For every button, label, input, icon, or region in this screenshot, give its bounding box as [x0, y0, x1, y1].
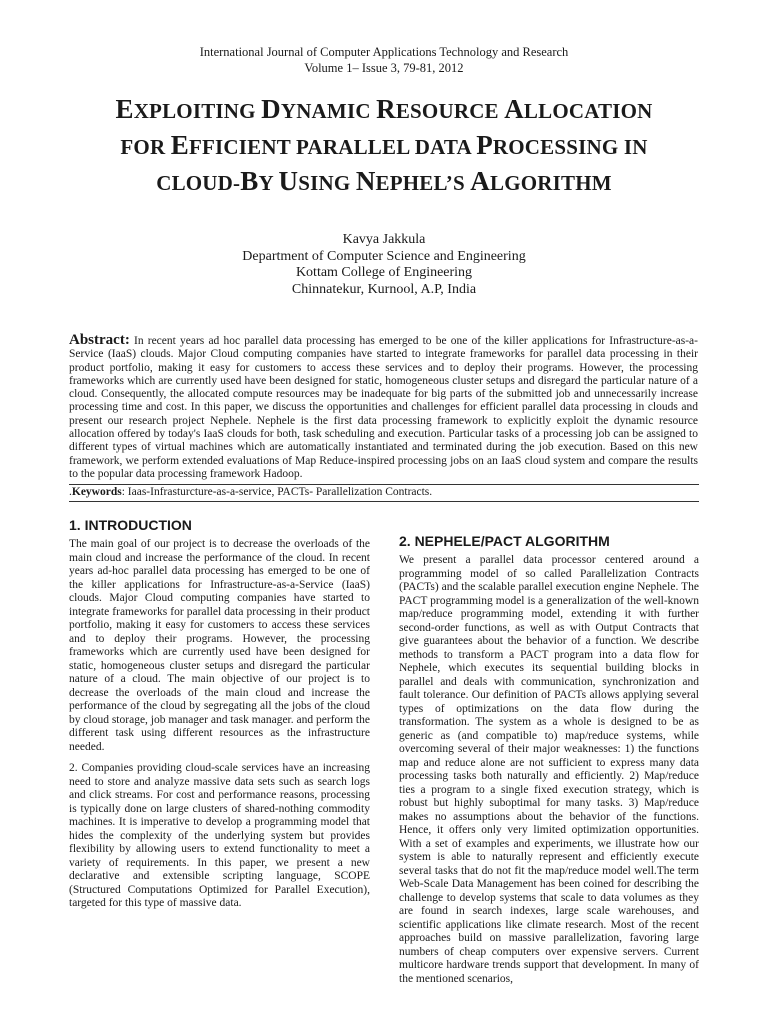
- author-college: Kottam College of Engineering: [295, 265, 473, 280]
- abstract-label: Abstract:: [69, 332, 130, 348]
- title-line-1: EXPLOITING DYNAMIC RESOURCE ALLOCATION: [115, 94, 653, 124]
- keywords-label: Keywords: [71, 486, 122, 498]
- title-line-2: FOR EFFICIENT PARALLEL DATA PROCESSING IN: [120, 130, 648, 160]
- keywords-text: : Iaas-Infrasturcture-as-a-service, PACTs- Parallelization Contracts.: [121, 486, 433, 498]
- journal-name: International Journal of Computer Applications Technology and Research: [199, 45, 569, 59]
- right-column: [399, 532, 699, 994]
- section-1-heading: 1. INTRODUCTION: [69, 517, 192, 533]
- author-address: Chinnatekur, Kurnool, A.P, India: [291, 281, 477, 297]
- keywords: .Keywords: Iaas-Infrasturcture-as-a-service, PACTs- Parallelization Contracts.: [69, 486, 433, 498]
- title-line-3: CLOUD-BY USING NEPHEL’S ALGORITHM: [156, 166, 612, 196]
- paper-title: [60, 92, 708, 200]
- author-department: Department of Computer Science and Engineering: [242, 248, 526, 264]
- left-column: [69, 516, 370, 919]
- author-block: [0, 232, 768, 298]
- journal-volume: Volume 1– Issue 3, 79-81, 2012: [304, 61, 464, 75]
- journal-header: [0, 44, 768, 76]
- abstract: [69, 334, 698, 481]
- section-2-heading: 2. NEPHELE/PACT ALGORITHM: [399, 533, 610, 549]
- keywords-rule-bottom: [69, 501, 699, 502]
- section-2-paragraph-1: We present a parallel data processor centered around a programming model of so called Parallelization Contracts (PACTs) and the scalable parallel execution engine Nephele. The PACT programming model is a generalization of the well-known map/reduce programming model, extending it with further second-order functions, as well as with Output Contracts that give guarantees about the behavior of a function. We describe methods to transform a PACT program into a data flow for Nephele, which executes its sequential building blocks in parallel and deals with communication, synchronization and fault tolerance. Our definition of PACTs allows applying several types of optimizations on the data flow during the transformation. The system as a whole is designed to be as generic as (and compatible to) map/reduce systems, while overcoming several of their major weaknesses: 1) the functions map and reduce alone are not sufficient to express many data processing tasks both naturally and efficiently. 2) Map/reduce ties a program to a single fixed execution strategy, which is robust but highly suboptimal for many tasks. 3) Map/reduce makes no assumptions about the behavior of the functions. Hence, it offers only very limited optimization opportunities. With a set of examples and experiments, we illustrate how our system is able to naturally represent and efficiently execute several tasks that do not fit the map/reduce model well.The term Web-Scale Data Management has been coined for describing the challenge to develop systems that scale to data volumes as they are found in search indexes, large scale warehouses, and scientific applications like climate research. Most of the recent approaches build on massive parallelization, favoring large numbers of cheap computers over expensive servers. Current multicore hardware trends support that development. In many of the mentioned scenarios,: [399, 554, 699, 985]
- abstract-text: In recent years ad hoc parallel data processing has emerged to be one of the killer applications for Infrastructure-as-a-Service (IaaS) clouds. Major Cloud computing companies have started to integrate frameworks for parallel data processing in their product portfolio, making it easy for customers to access these services and to deploy their programs. However, the processing frameworks which are currently used have been designed for static, homogeneous cluster setups and disregard the particular nature of a cloud. Consequently, the allocated compute resources may be inadequate for big parts of the submitted job and unnecessarily increase processing time and cost. In this paper, we discuss the opportunities and challenges for efficient parallel data processing in clouds and present our research project Nephele. Nephele is the first data processing framework to explicitly exploit the dynamic resource allocation offered by today's IaaS clouds for both, task scheduling and execution. Particular tasks of a processing job can be assigned to different types of virtual machines which are automatically instantiated and terminated during the job execution. Based on this new framework, we perform extended evaluations of Map Reduce-inspired processing jobs on an IaaS cloud system and compare the results to the popular data processing framework Hadoop.: [69, 335, 698, 480]
- section-1-paragraph-2: 2. Companies providing cloud-scale services have an increasing need to store and analyze massive data sets such as search logs and click streams. For cost and performance reasons, processing is typically done on large clusters of shared-nothing commodity machines. It is imperative to develop a programming model that hides the complexity of the underlying system but provides flexibility by allowing users to extend functionality to meet a variety of requirements. In this paper, we present a new declarative and extensible scripting language, SCOPE (Structured Computations Optimized for Parallel Execution), targeted for this type of massive data.: [69, 762, 370, 909]
- author-name: Kavya Jakkula: [342, 232, 426, 247]
- section-1-paragraph-1: The main goal of our project is to decrease the overloads of the main cloud and increase the performance of the cloud. In recent years ad-hoc parallel data processing has emerged to be one of the killer applications for Infrastructure-as-a-Service (IaaS) clouds. Major Cloud computing companies have started to integrate frameworks for parallel data processing in their product portfolio, making it easy for customers to access these services and to deploy their programs. However, the processing frameworks which are currently used have been designed for static, homogeneous cluster setups and disregard the particular nature of a cloud. The main objective of our project is to decrease the overloads of the main cloud and increase the performance of the cloud by segregating all the jobs of the cloud by cloud storage, job manager and task manager. and perform the different task using different resources as the infrastructure needed.: [69, 538, 370, 753]
